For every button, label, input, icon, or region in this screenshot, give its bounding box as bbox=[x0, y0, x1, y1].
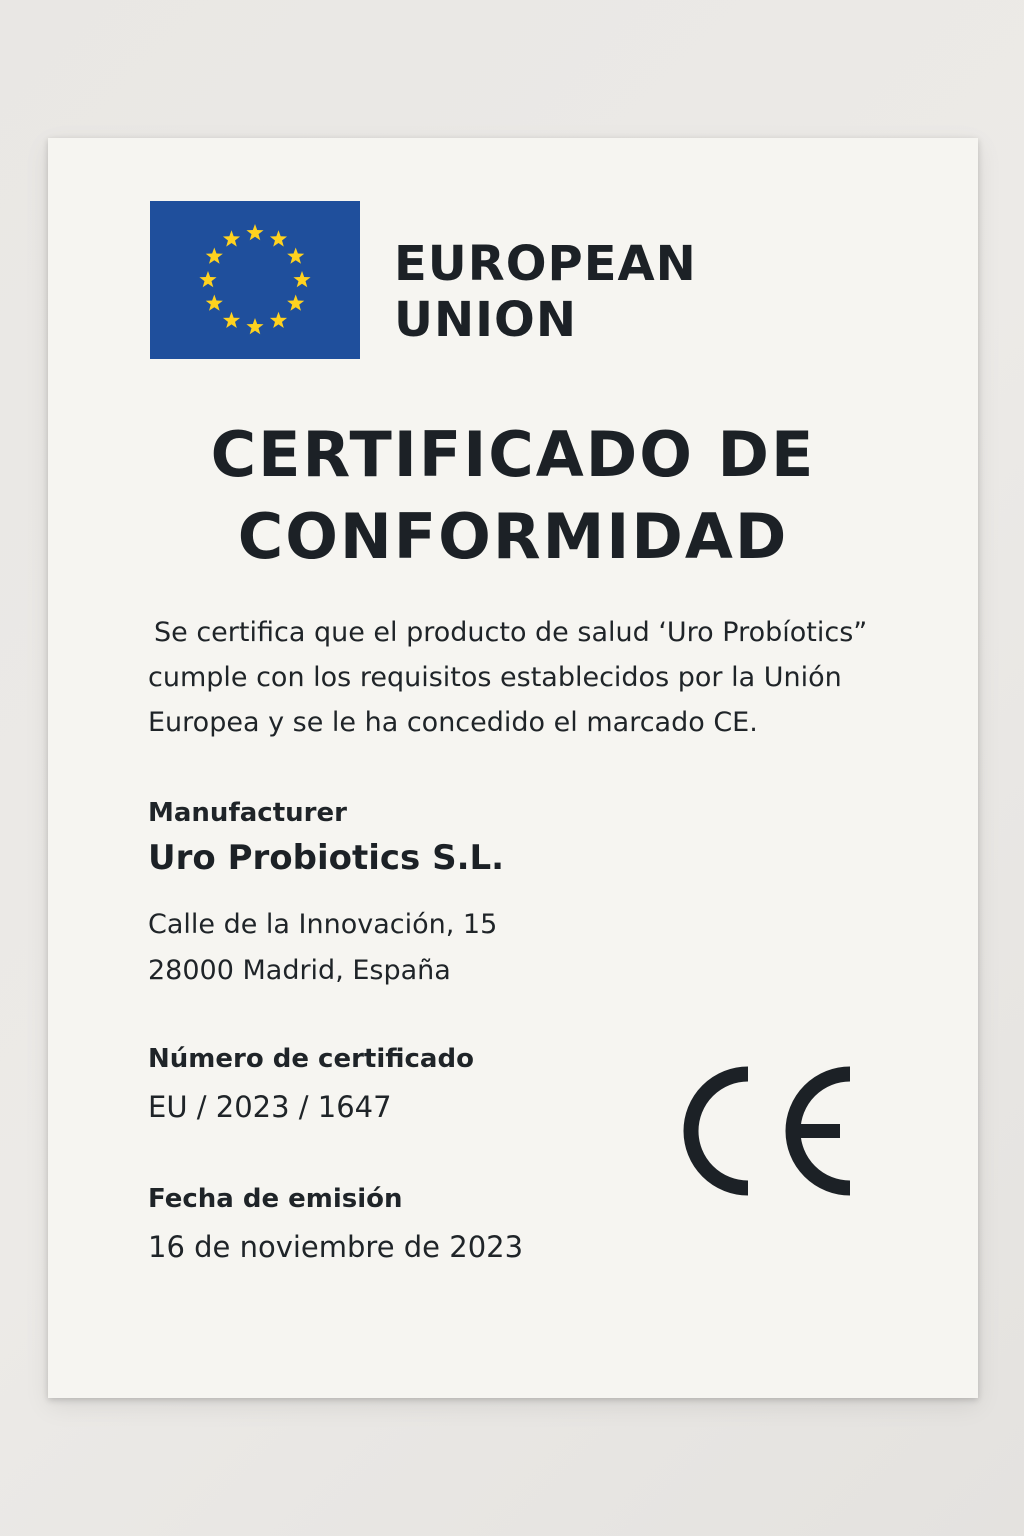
star-icon bbox=[270, 312, 287, 328]
star-icon bbox=[206, 295, 223, 311]
certificate-title-line-1: CERTIFICADO DE bbox=[210, 418, 816, 491]
statement-line-3: Europea y se le ha concedido el marcado CE. bbox=[148, 707, 758, 738]
eu-stars bbox=[150, 201, 360, 359]
star-icon bbox=[199, 271, 216, 287]
union-line-1: EUROPEAN bbox=[394, 236, 697, 292]
manufacturer-address bbox=[148, 902, 497, 994]
certificate-title-line-2: CONFORMIDAD bbox=[237, 500, 789, 573]
star-icon bbox=[223, 230, 240, 246]
star-icon bbox=[293, 271, 310, 287]
issue-date-label: Fecha de emisión bbox=[148, 1184, 403, 1214]
certificate-title bbox=[48, 414, 978, 578]
manufacturer-name: Uro Probiotics S.L. bbox=[148, 838, 505, 878]
manufacturer-label: Manufacturer bbox=[148, 798, 347, 828]
statement-line-1: Se certifica que el producto de salud ‘Uro Probíotics” bbox=[154, 617, 868, 648]
star-icon bbox=[206, 248, 223, 264]
union-line-2: UNION bbox=[394, 292, 577, 348]
certificate-number-label: Número de certificado bbox=[148, 1044, 474, 1074]
star-icon bbox=[246, 318, 263, 334]
certification-statement bbox=[148, 610, 908, 745]
ce-mark-icon bbox=[680, 1066, 860, 1196]
star-icon bbox=[246, 224, 263, 240]
star-icon bbox=[287, 248, 304, 264]
certificate-number-value: EU / 2023 / 1647 bbox=[148, 1090, 392, 1124]
star-icon bbox=[287, 295, 304, 311]
star-icon bbox=[223, 312, 240, 328]
address-line-2: 28000 Madrid, España bbox=[148, 955, 451, 986]
statement-line-2: cumple con los requisitos establecidos por la Unión bbox=[148, 662, 842, 693]
issue-date-value: 16 de noviembre de 2023 bbox=[148, 1230, 524, 1264]
certificate-card bbox=[48, 138, 978, 1398]
star-icon bbox=[270, 230, 287, 246]
union-heading bbox=[394, 236, 697, 348]
address-line-1: Calle de la Innovación, 15 bbox=[148, 909, 498, 940]
eu-flag-icon bbox=[150, 201, 360, 359]
